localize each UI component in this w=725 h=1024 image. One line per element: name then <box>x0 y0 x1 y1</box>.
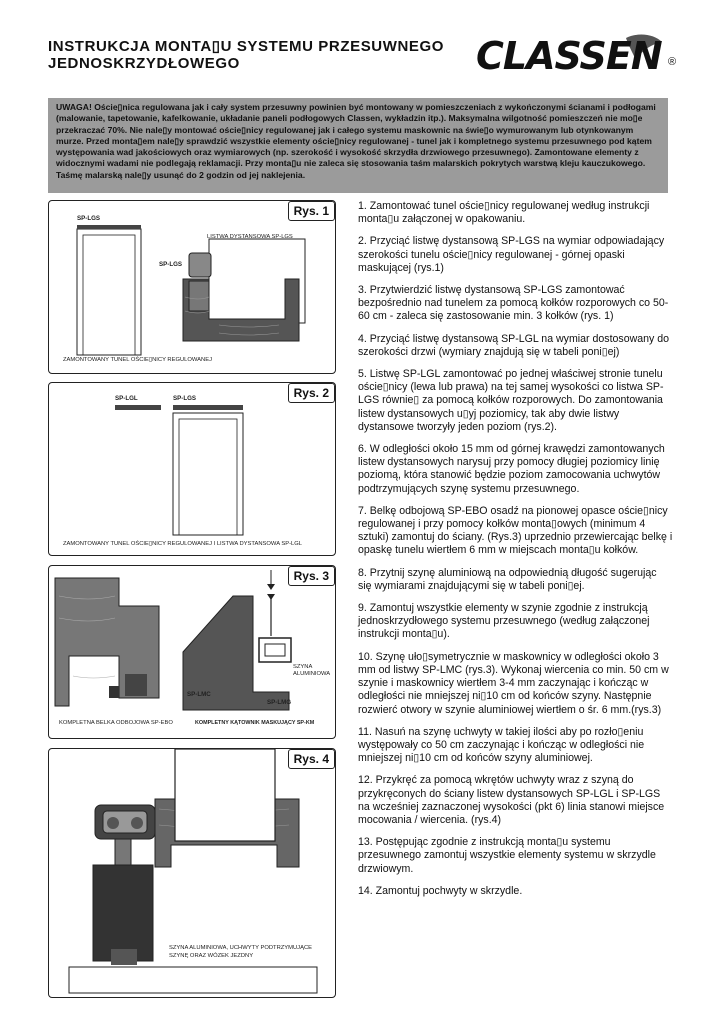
rys1-label-listwa: LISTWA DYSTANSOWA SP-LGS <box>207 234 293 240</box>
step-13: 13. Postępując zgodnie z instrukcją monta▯u systemu przesuwnego zamontuj wszystkie elementy systemu w skrzydle drzwiowym. <box>358 836 656 875</box>
rys2-caption: ZAMONTOWANY TUNEL OŚCIE▯NICY REGULOWANEJ I LISTWA DYSTANSOWA SP-LGL <box>63 541 302 547</box>
rys2-drawing <box>49 383 336 556</box>
page-title <box>48 38 468 72</box>
step-10: 10. Szynę uło▯symetrycznie w maskownicy w odległości około 3 mm od listwy SP-LMC (rys.3). Wykonaj wiercenia co min. 50 cm w szynie i maskownicy wiertłem 3-4 mm zaczynając i kończąc w odległości nie mniejszej ni▯10 cm od końców szyny. Następnie rozwierć otwory w szynie aluminiowej wiertłem o śr. 6 mm.(rys.3) <box>358 650 669 716</box>
rys2-label-splgs: SP-LGS <box>173 395 197 402</box>
rys3-drawing <box>49 566 336 739</box>
title-line-1: INSTRUKCJA MONTA▯U SYSTEMU PRZESUWNEGO <box>48 38 445 55</box>
rys3-tag: Rys. 3 <box>288 566 335 586</box>
step-2: 2. Przyciąć listwę dystansową SP-LGS na wymiar odpowiadający szerokości tunelu oście▯nicy regulowanej - górnej opaski maskującej (rys.1) <box>358 235 665 274</box>
rys1-label-splgs-mid: SP-LGS <box>159 261 183 268</box>
classen-logo <box>476 30 686 80</box>
rys1-label-splgs-top: SP-LGS <box>77 215 101 222</box>
rys4-drawing <box>49 749 336 998</box>
step-9: 9. Zamontuj wszystkie elementy w szynie zgodnie z instrukcją jednoskrzydłowego systemu przesuwnego (według załączonej instrukcji monta▯u). <box>358 602 650 641</box>
figure-rys4 <box>48 748 336 998</box>
instruction-steps <box>358 200 673 907</box>
step-12: 12. Przykręć za pomocą wkrętów uchwyty wraz z szyną do przykręconych do ściany listew dystansowych SP-LGL i SP-LGS na wcześniej zaznaczonej wysokości (pkt 6) linia stanowi miejsce mocowania / wiercenia. (rys.4) <box>358 774 665 826</box>
title-line-2: JEDNOSKRZYDŁOWEGO <box>48 55 240 72</box>
rys4-caption-line2: SZYNĘ ORAZ WÓZEK JEZDNY <box>169 953 254 959</box>
figure-rys3 <box>48 565 336 739</box>
step-7: 7. Belkę odbojową SP-EBO osadź na pionowej opasce oście▯nicy regulowanej i przy pomocy kołków monta▯owych (minimum 4 sztuki) zamontuj do ściany. (Rys.3) uprzednio przewiercając belkę i opaskę tunelu wiertłem 6 mm w miejscach monta▯u kołków. <box>358 504 673 557</box>
step-4: 4. Przyciąć listwę dystansową SP-LGL na wymiar dostosowany do szerokości drzwi (wymiary znajdują się w tabeli poni▯ej) <box>358 332 670 358</box>
rys3-label-splmg: SP-LMG <box>267 699 292 706</box>
rys3-caption-right: KOMPLETNY KĄTOWNIK MASKUJĄCY SP-KM <box>195 720 315 726</box>
registered-mark: ® <box>668 56 677 68</box>
warning-box: UWAGA! Oście▯nica regulowana jak i cały system przesuwny powinien być montowany w pomieszczeniach z wykończonymi ścianami i podłogami (malowanie, tapetowanie, kafelkowanie, układanie paneli podłogowych Classen, wykładzin itp.). Maksymalna wilgotność pomieszczeń nie mo▯e przekraczać 70%. Nie nale▯y montować oście▯nicy regulowanej jak i całego systemu maskownic na świe▯o wymurowanym lub otynkowanym murze. Przed monta▯em nale▯y sprawdzić wszystkie elementy oście▯nicy regulowanej - tunel jak i kompletnego systemu przesuwnego pod kątem występowania wad jakościowych oraz wymiarowych (np. szerokość i wysokość skrzydła drzwiowego przesuwnego). Zamontowane elementy z widocznymi wadami nie podlegają reklamacji. Przy monta▯u nie zaleca się stosowania taśm malarskich pokrytych warstwą kleju kauczukowego. Taśmę malarską nale▯y usunąć do 2 godzin od jej naklejenia. <box>48 98 668 193</box>
step-5: 5. Listwę SP-LGL zamontować po jednej właściwej stronie tunelu oście▯nicy (lewa lub prawa) na tej samej wysokości co listwa SP-LGS równie▯ za pomocą kołków rozporowych. Do zamontowania listew dystansowych u▯yj poziomicy, tak aby dwie listwy dystansowe tworzyły jeden poziom (rys.2). <box>358 368 664 433</box>
rys3-label-szyna: SZYNA ALUMINIOWA <box>293 664 331 677</box>
step-11: 11. Nasuń na szynę uchwyty w takiej ilości aby po rozło▯eniu występowały co 50 cm zaczynając i kończąc w odległości nie mniejszej ni▯10 cm od końców szyny aluminiowej. <box>358 725 645 765</box>
figure-rys2 <box>48 382 336 556</box>
figure-rys1 <box>48 200 336 374</box>
rys3-label-splmc: SP-LMC <box>187 691 211 698</box>
step-14: 14. Zamontuj pochwyty w skrzydle. <box>358 884 523 897</box>
rys1-drawing <box>49 201 336 374</box>
rys3-caption-left: KOMPLETNA BELKA ODBOJOWA SP-EBO <box>59 720 173 726</box>
rys1-tag: Rys. 1 <box>288 201 335 221</box>
rys1-caption: ZAMONTOWANY TUNEL OŚCIE▯NICY REGULOWANEJ <box>63 357 212 363</box>
rys2-label-splgl: SP-LGL <box>115 395 138 402</box>
step-6: 6. W odległości około 15 mm od górnej krawędzi zamontowanych listew dystansowych narysuj przy pomocy długiej poziomicy linię poziomą, która stanowić będzie poziom zamocowania uchwytów podtrzymujących szynę systemu przesuwnego. <box>358 443 665 495</box>
rys2-tag: Rys. 2 <box>288 383 335 403</box>
rys4-caption-line1: SZYNA ALUMINIOWA, UCHWYTY PODTRZYMUJĄCE <box>169 945 313 951</box>
step-3: 3. Przytwierdzić listwę dystansową SP-LGS zamontować bezpośrednio nad tunelem za pomocą kołków rozporowych co 50-60 cm - zaleca się zastosowanie min. 3 kołków (rys. 1) <box>358 284 669 323</box>
logo-wordmark: CLASSEN <box>476 34 662 78</box>
step-8: 8. Przytnij szynę aluminiową na odpowiednią długość sugerując się wymiarami znajdującymi się w tabeli poni▯ej. <box>358 566 657 592</box>
rys4-tag: Rys. 4 <box>288 749 335 769</box>
step-1: 1. Zamontować tunel oście▯nicy regulowanej według instrukcji monta▯u załączonej w opakowaniu. <box>358 200 650 226</box>
